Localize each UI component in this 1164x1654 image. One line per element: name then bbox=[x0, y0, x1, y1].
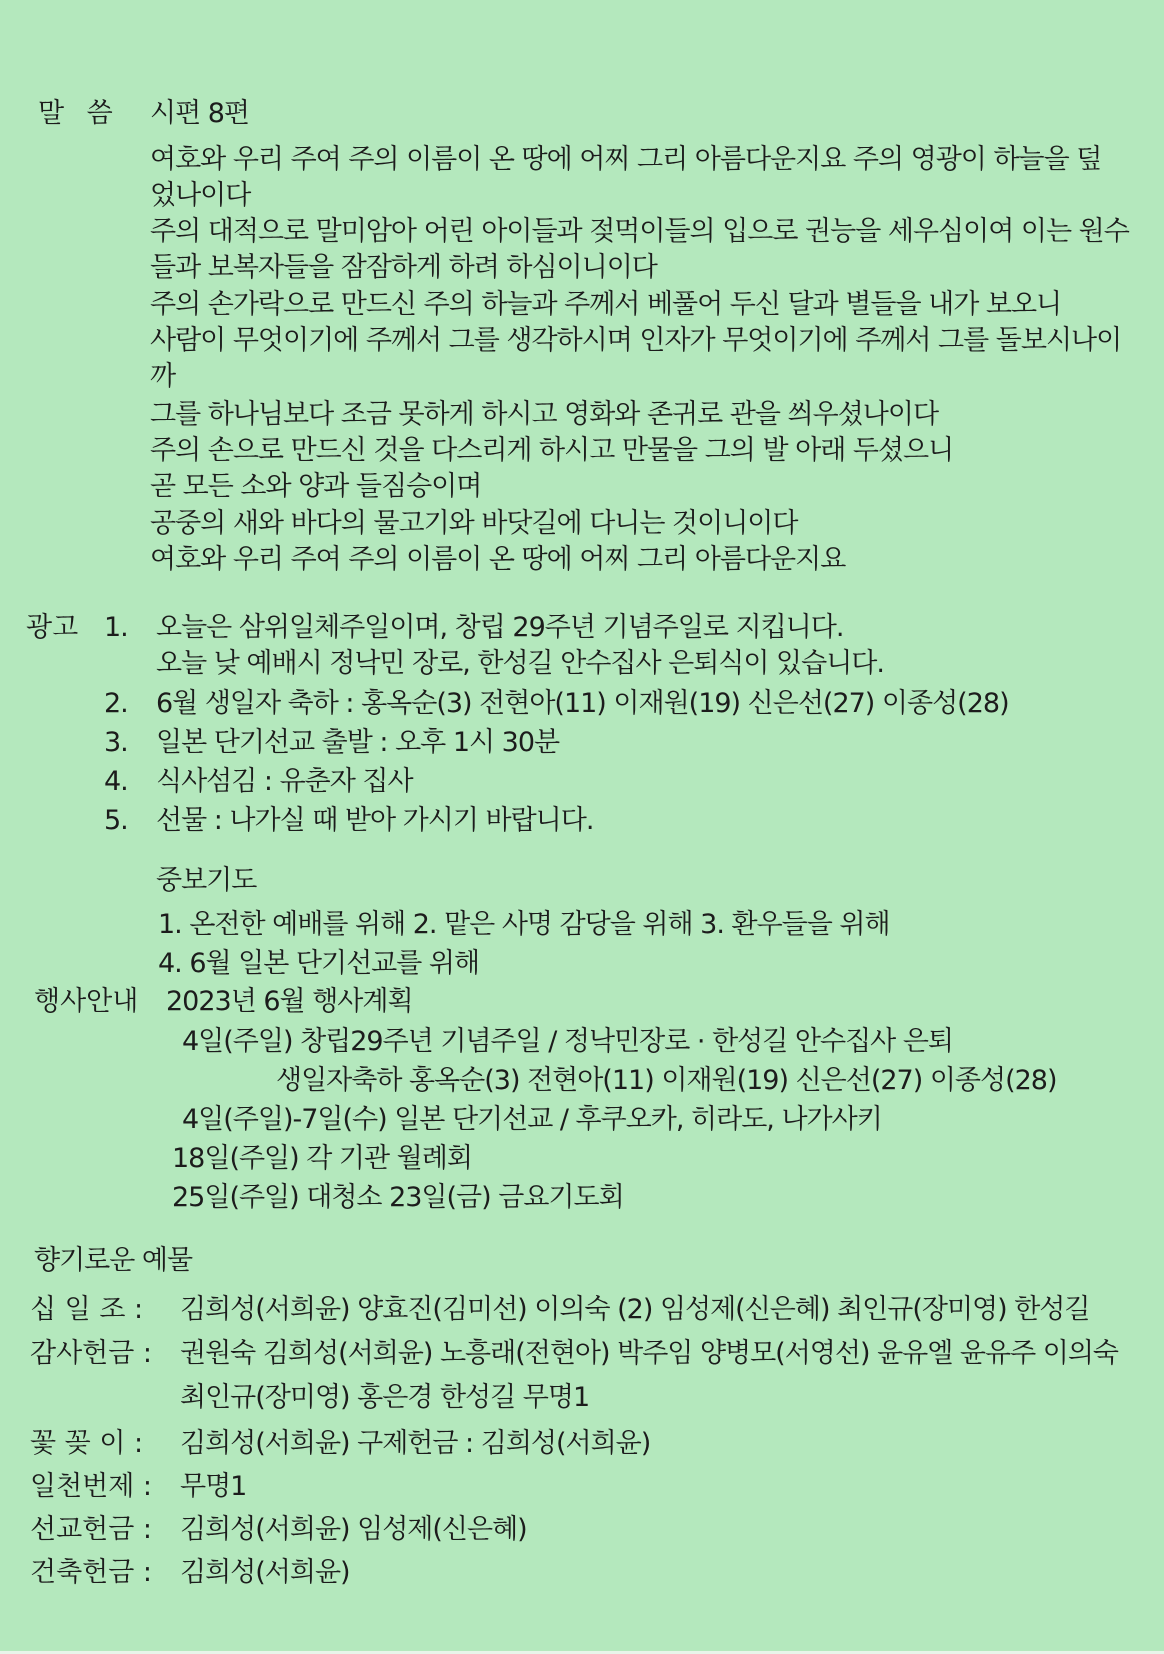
event-line: 생일자축하 홍옥순(3) 전현아(11) 이재원(19) 신은선(27) 이종성(28) bbox=[276, 1065, 1057, 1096]
sermon-line: 여호와 우리 주여 주의 이름이 온 땅에 어찌 그리 아름다운지요 bbox=[150, 544, 846, 575]
prayer-line: 1. 온전한 예배를 위해 2. 맡은 사명 감당을 위해 3. 환우들을 위해 bbox=[158, 909, 890, 940]
offering-names: 권원숙 김희성(서희윤) 노흥래(전현아) 박주임 양병모(서영선) 윤유엘 윤유주 이의숙 bbox=[180, 1338, 1118, 1369]
event-line: 4일(주일)-7일(수) 일본 단기선교 / 후쿠오카, 히라도, 나가사키 bbox=[182, 1104, 882, 1135]
offering-label: 일천번제 : bbox=[30, 1471, 153, 1502]
offerings-title: 향기로운 예물 bbox=[34, 1245, 193, 1276]
sermon-line: 주의 손으로 만드신 것을 다스리게 하시고 만물을 그의 발 아래 두셨으니 bbox=[150, 435, 954, 466]
sermon-line: 주의 대적으로 말미암아 어린 아이들과 젖먹이들의 입으로 권능을 세우심이여 이는 원수 bbox=[150, 216, 1129, 247]
ads-label: 광고 bbox=[26, 612, 79, 643]
offering-names: 김희성(서희윤) 양효진(김미선) 이의숙 (2) 임성제(신은혜) 최인규(장미영) 한성길 bbox=[180, 1294, 1090, 1325]
sermon-line: 그를 하나님보다 조금 못하게 하시고 영화와 존귀로 관을 씌우셨나이다 bbox=[150, 399, 939, 430]
offering-label: 꽃 꽂 이 : bbox=[30, 1428, 144, 1459]
ad-text: 일본 단기선교 출발 : 오후 1시 30분 bbox=[156, 727, 560, 758]
events-title: 2023년 6월 행사계획 bbox=[166, 986, 413, 1017]
sermon-line: 까 bbox=[150, 361, 176, 392]
offering-label: 십 일 조 : bbox=[30, 1294, 144, 1325]
sermon-line: 사람이 무엇이기에 주께서 그를 생각하시며 인자가 무엇이기에 주께서 그를 돌보시나이 bbox=[150, 325, 1122, 356]
ad-text: 오늘 낮 예배시 정낙민 장로, 한성길 안수집사 은퇴식이 있습니다. bbox=[156, 648, 884, 679]
prayer-title: 중보기도 bbox=[156, 865, 257, 896]
events-label: 행사안내 bbox=[34, 986, 139, 1017]
event-line: 25일(주일) 대청소 23일(금) 금요기도회 bbox=[172, 1182, 624, 1213]
offering-names: 무명1 bbox=[180, 1471, 247, 1502]
sermon-line: 곧 모든 소와 양과 들짐승이며 bbox=[150, 471, 482, 502]
ad-text: 6월 생일자 축하 : 홍옥순(3) 전현아(11) 이재원(19) 신은선(27) 이종성(28) bbox=[156, 688, 1009, 719]
offering-label: 선교헌금 : bbox=[30, 1514, 153, 1545]
prayer-line: 4. 6월 일본 단기선교를 위해 bbox=[158, 948, 480, 979]
sermon-line: 었나이다 bbox=[150, 180, 251, 211]
offering-names: 최인규(장미영) 홍은경 한성길 무명1 bbox=[180, 1382, 590, 1413]
ad-text: 선물 : 나가실 때 받아 가시기 바랍니다. bbox=[156, 805, 594, 836]
event-line: 18일(주일) 각 기관 월례회 bbox=[172, 1143, 472, 1174]
sermon-line: 공중의 새와 바다의 물고기와 바닷길에 다니는 것이니이다 bbox=[150, 508, 798, 539]
ad-text: 식사섬김 : 유춘자 집사 bbox=[156, 766, 413, 797]
offering-label: 건축헌금 : bbox=[30, 1557, 153, 1588]
sermon-label: 말 씀 bbox=[38, 98, 113, 129]
sermon-line: 들과 보복자들을 잠잠하게 하려 하심이니이다 bbox=[150, 252, 657, 283]
offering-label: 감사헌금 : bbox=[30, 1338, 153, 1369]
sermon-title: 시편 8편 bbox=[150, 98, 250, 129]
ad-number: 1. bbox=[104, 612, 128, 643]
ad-text: 오늘은 삼위일체주일이며, 창립 29주년 기념주일로 지킵니다. bbox=[156, 612, 844, 643]
offering-names: 김희성(서희윤) 임성제(신은혜) bbox=[180, 1514, 527, 1545]
offering-names: 김희성(서희윤) 구제헌금 : 김희성(서희윤) bbox=[180, 1428, 651, 1459]
sermon-line: 주의 손가락으로 만드신 주의 하늘과 주께서 베풀어 두신 달과 별들을 내가 보오니 bbox=[150, 289, 1062, 320]
sermon-line: 여호와 우리 주여 주의 이름이 온 땅에 어찌 그리 아름다운지요 주의 영광이 하늘을 덮 bbox=[150, 144, 1102, 175]
offering-names: 김희성(서희윤) bbox=[180, 1557, 350, 1588]
ad-number: 2. bbox=[104, 688, 128, 719]
ad-number: 3. bbox=[104, 727, 128, 758]
ad-number: 4. bbox=[104, 766, 128, 797]
event-line: 4일(주일) 창립29주년 기념주일 / 정낙민장로 · 한성길 안수집사 은퇴 bbox=[182, 1026, 953, 1057]
ad-number: 5. bbox=[104, 805, 128, 836]
